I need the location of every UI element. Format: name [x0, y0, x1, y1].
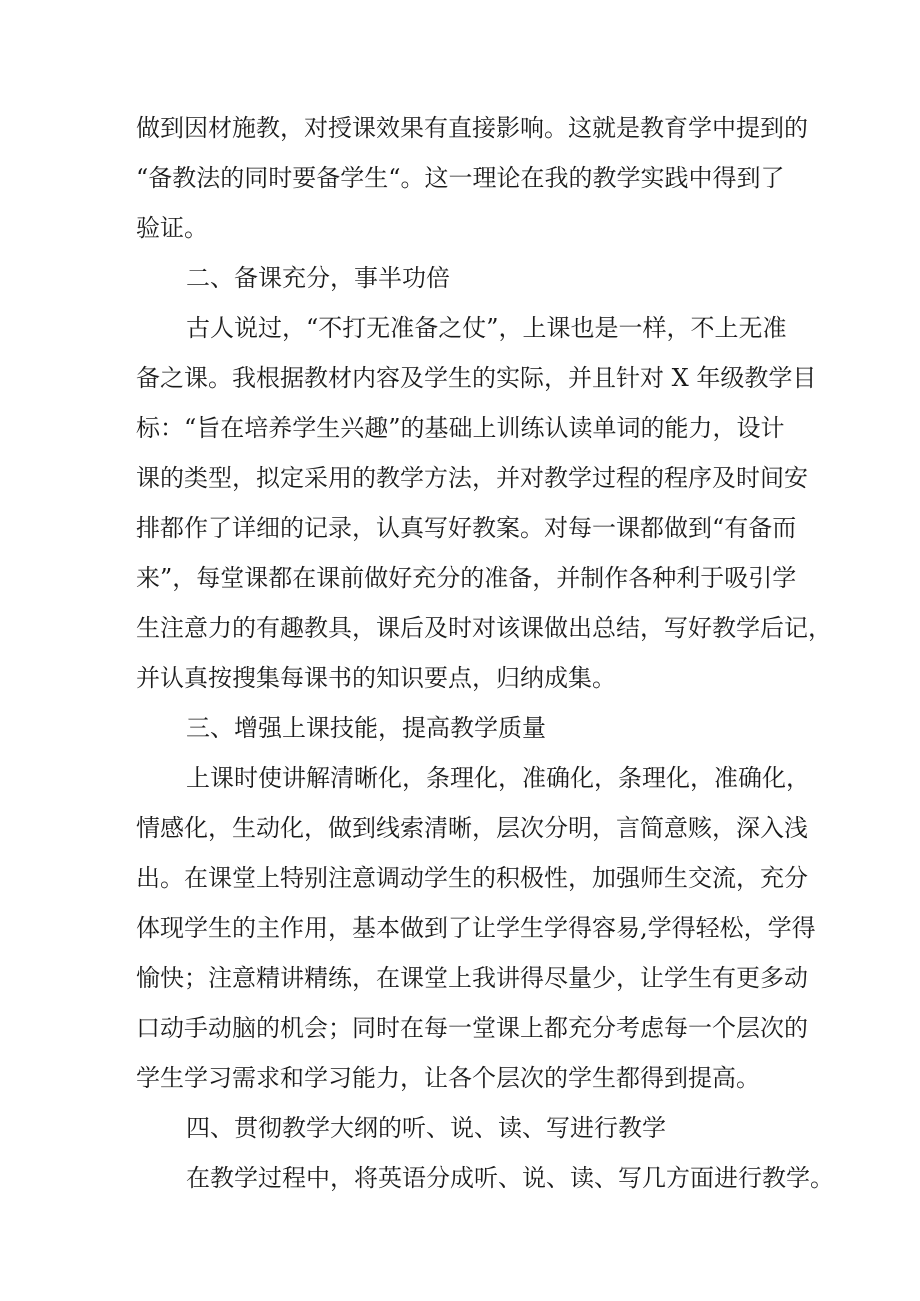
section-heading-3: 三、增强上课技能，提高教学质量: [186, 714, 546, 742]
body-text-line: 出。在课堂上特别注意调动学生的积极性，加强师生交流，充分: [136, 864, 808, 892]
body-text-line: 学生学习需求和学习能力，让各个层次的学生都得到提高。: [136, 1064, 760, 1092]
body-text-line: 课的类型，拟定采用的教学方法，并对教学过程的程序及时间安: [136, 464, 808, 492]
body-text-line: 体现学生的主作用，基本做到了让学生学得容易,学得轻松，学得: [136, 914, 816, 942]
body-text-line: 愉快；注意精讲精练，在课堂上我讲得尽量少，让学生有更多动: [136, 964, 808, 992]
body-text-line: 古人说过，“不打无准备之仗”，上课也是一样，不上无准: [186, 314, 787, 342]
body-text-line: 口动手动脑的机会；同时在每一堂课上都充分考虑每一个层次的: [136, 1014, 808, 1042]
body-text-line: 并认真按搜集每课书的知识要点，归纳成集。: [136, 664, 616, 692]
body-text-line: 在教学过程中，将英语分成听、说、读、写几方面进行教学。: [186, 1164, 834, 1192]
body-text-line: 备之课。我根据教材内容及学生的实际，并且针对 X 年级教学目: [136, 364, 817, 392]
body-text-line: 标：“旨在培养学生兴趣”的基础上训练认读单词的能力，设计: [136, 414, 785, 442]
body-text-line: “备教法的同时要备学生“。这一理论在我的教学实践中得到了: [136, 164, 785, 192]
body-text-line: 排都作了详细的记录，认真写好教案。对每一课都做到“有备而: [136, 514, 797, 542]
body-text-line: 验证。: [136, 214, 208, 242]
body-text-line: 来”，每堂课都在课前做好充分的准备，并制作各种利于吸引学: [136, 564, 797, 592]
body-text-line: 做到因材施教，对授课效果有直接影响。这就是教育学中提到的: [136, 114, 808, 142]
section-heading-4: 四、贯彻教学大纲的听、说、读、写进行教学: [186, 1114, 666, 1142]
body-text-line: 情感化，生动化，做到线索清晰，层次分明，言简意赅，深入浅: [136, 814, 808, 842]
section-heading-2: 二、备课充分，事半功倍: [186, 264, 450, 292]
body-text-line: 生注意力的有趣教具，课后及时对该课做出总结，写好教学后记，: [136, 614, 832, 642]
body-text-line: 上课时使讲解清晰化，条理化，准确化，条理化，准确化，: [186, 764, 810, 792]
